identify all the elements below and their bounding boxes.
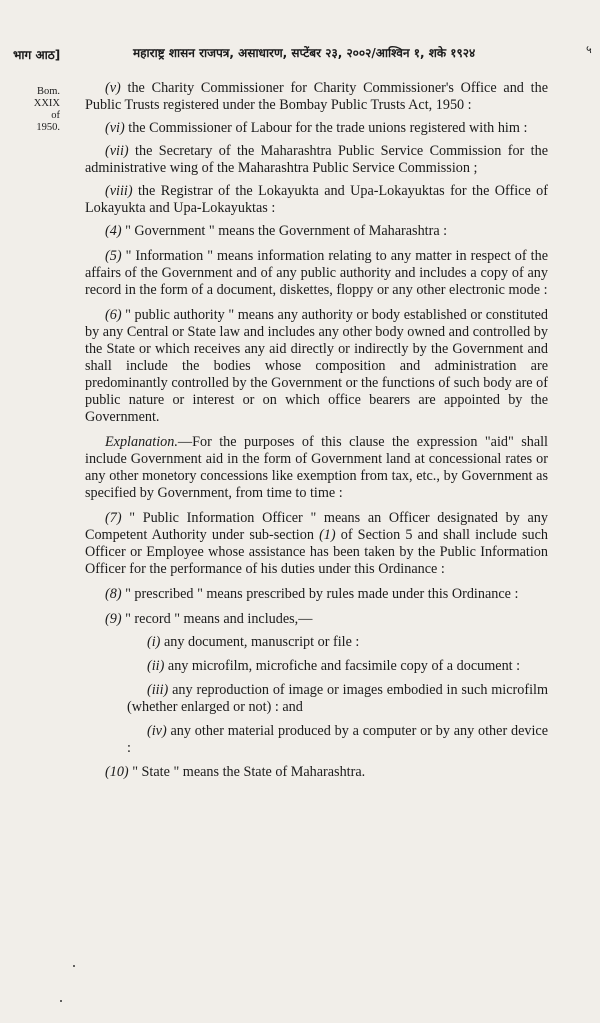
item-text: any document, manuscript or file :	[160, 634, 360, 650]
item-text: any other material produced by a computer or by any other device :	[127, 723, 548, 756]
clause-number: (6)	[105, 307, 122, 323]
clause-text: " record " means and includes,—	[121, 611, 313, 627]
clause-text: the Secretary of the Maharashtra Public Service Commission for the administrative wing of the Maharashtra Public Service Commission ;	[85, 143, 548, 176]
explanation	[85, 434, 548, 502]
definition-5	[85, 248, 548, 299]
clause-text: the Commissioner of Labour for the trade unions registered with him :	[124, 120, 528, 136]
definition-4	[85, 223, 548, 240]
clause-number: (9)	[105, 611, 122, 627]
clause-text: the Registrar of the Lokayukta and Upa-Lokayuktas for the Office of Lokayukta and Upa-Lokayuktas :	[85, 183, 548, 216]
item-text: any microfilm, microfiche and facsimile copy of a document :	[164, 658, 521, 674]
definition-7	[85, 510, 548, 578]
record-item-i	[85, 634, 548, 651]
clause-text: " Information " means information relating to any matter in respect of the affairs of the Government and of any public authority and includes a copy of any record in the form of a document, diskettes, floppy or any other electronic mode :	[85, 248, 548, 298]
scan-speck	[60, 1000, 62, 1002]
record-item-iv	[85, 723, 548, 757]
subsection-ref: (1)	[319, 527, 336, 543]
definition-8	[85, 586, 548, 603]
clause-text: " Public Information Officer " means an Officer designated by any Competent Authority under sub-section	[85, 510, 548, 543]
margin-line-4: 1950.	[36, 122, 60, 133]
clause-vii	[85, 143, 548, 177]
definition-10	[85, 764, 548, 781]
clause-number: (7)	[105, 510, 122, 526]
explanation-text: —For the purposes of this clause the expression "aid" shall include Government aid in the form of Government land at concessional rates or any other monetory concessions like exemption from tax, etc., by Government as specified by Government, from time to time :	[85, 434, 548, 501]
clause-number: (v)	[105, 80, 121, 96]
margin-citation	[18, 86, 60, 134]
part-label: भाग आठ]	[13, 48, 61, 62]
document-body	[85, 80, 548, 789]
item-number: (iii)	[147, 682, 169, 698]
clause-text: " State " means the State of Maharashtra.	[128, 764, 366, 780]
margin-line-1: Bom.	[36, 86, 60, 97]
clause-number: (viii)	[105, 183, 133, 199]
explanation-label: Explanation.	[105, 434, 178, 450]
clause-viii	[85, 183, 548, 217]
clause-text: " public authority " means any authority or body established or constituted by any Central or State law and includes any other body owned and controlled by the State or which receives any aid directly or indirectly by the Government and shall include the bodies whose composition and administration are predominantly controlled by the Government or the functions of such body are of public nature or interest or on which office bearers are appointed by the Government.	[85, 307, 548, 425]
margin-line-2: XXIX	[33, 98, 60, 109]
clause-text: the Charity Commissioner for Charity Commissioner's Office and the Public Trusts registered under the Bombay Public Trusts Act, 1950 :	[85, 80, 548, 113]
clause-text: of Section 5 and shall include such Officer or Employee whose assistance has been taken by the Public Information Officer for the performance of his duties under this Ordinance :	[85, 527, 548, 577]
clause-number: (10)	[105, 764, 129, 780]
item-number: (i)	[147, 634, 161, 650]
item-text: any reproduction of image or images embodied in such microfilm (whether enlarged or not) : and	[127, 682, 548, 715]
clause-vi	[85, 120, 548, 137]
definition-9	[85, 611, 548, 628]
clause-number: (8)	[105, 586, 122, 602]
gazette-title: महाराष्ट्र शासन राजपत्र, असाधारण, सप्टेंबर २३, २००२/आश्विन १, शके १९२४	[133, 46, 476, 60]
page-number: ५	[586, 43, 592, 56]
clause-number: (5)	[105, 248, 122, 264]
clause-number: (vi)	[105, 120, 125, 136]
record-item-ii	[85, 658, 548, 675]
item-number: (iv)	[147, 723, 167, 739]
clause-text: " Government " means the Government of Maharashtra :	[121, 223, 448, 239]
clause-number: (vii)	[105, 143, 129, 159]
margin-line-3: of	[51, 110, 60, 121]
definition-6	[85, 307, 548, 426]
clause-text: " prescribed " means prescribed by rules made under this Ordinance :	[121, 586, 519, 602]
record-item-iii	[85, 682, 548, 716]
scan-speck	[73, 965, 75, 967]
clause-v	[85, 80, 548, 114]
item-number: (ii)	[147, 658, 165, 674]
clause-number: (4)	[105, 223, 122, 239]
